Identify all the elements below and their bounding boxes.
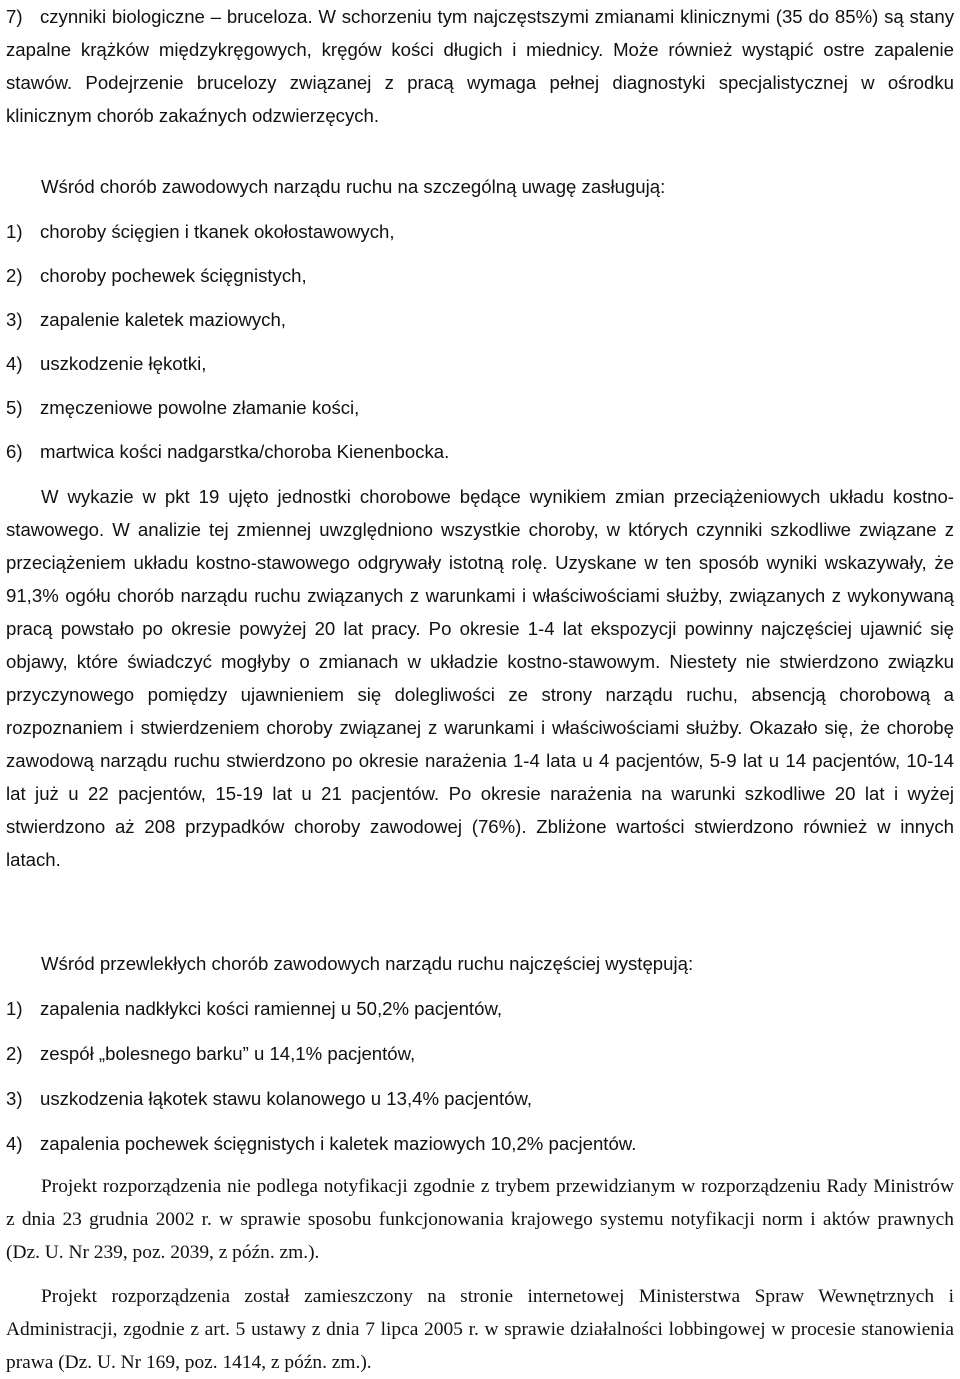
intro-list-item: [6, 0, 954, 132]
list-item-text: choroby pochewek ścięgnistych,: [40, 265, 307, 286]
notification-paragraph: Projekt rozporządzenia nie podlega notyfikacji zgodnie z trybem przewidzianym w rozporządzeniu Rady Ministrów z dnia 23 grudnia 2002 r. w sprawie sposobu funkcjonowania krajowego systemu notyfikacji norm i aktów prawnych (Dz. U. Nr 239, poz. 2039, z późn. zm.).: [6, 1176, 954, 1263]
section2-lead: Wśród przewlekłych chorób zawodowych narządu ruchu najczęściej występują:: [41, 953, 694, 974]
list-item-number: 2): [6, 265, 23, 286]
list-item-number: 5): [6, 397, 23, 418]
intro-item-number: 7): [6, 6, 23, 27]
list-item-text: zapalenie kaletek maziowych,: [40, 309, 286, 330]
list-item-number: 3): [6, 1088, 23, 1109]
list-item-text: choroby ścięgien i tkanek okołostawowych,: [40, 221, 395, 242]
list-item-text: uszkodzenie łękotki,: [40, 353, 207, 374]
analysis-paragraph: W wykazie w pkt 19 ujęto jednostki chorobowe będące wynikiem zmian przeciążeniowych układu kostno-stawowego. W analizie tej zmiennej uwzględniono wszystkie choroby, w których czynniki szkodliwe związane z przeciążeniem układu kostno-stawowego odgrywały istotną rolę. Uzyskane w ten sposób wyniki wskazywały, że 91,3% ogółu chorób narządu ruchu związanych z warunkami i właściwościami służby, związanych z wykonywaną pracą powstało po okresie powyżej 20 lat pracy. Po okresie 1-4 lat ekspozycji powinny najczęściej ujawnić się objawy, które świadczyć mogłyby o zmianach w układzie kostno-stawowym. Niestety nie stwierdzono związku przyczynowego pomiędzy ujawnieniem się dolegliwości ze strony narządu ruchu, absencją chorobową a rozpoznaniem i stwierdzeniem choroby związanej z warunkami i właściwościami służby. Okazało się, że chorobę zawodową narządu ruchu stwierdzono po okresie narażenia 1-4 lata u 4 pacjentów, 5-9 lat u 14 pacjentów, 10-14 lat już u 22 pacjentów, 15-19 lat u 21 pacjentów. Po okresie narażenia na warunki szkodliwe 20 lat i wyżej stwierdzono aż 208 przypadków choroby zawodowej (76%). Zbliżone wartości stwierdzono również w innych latach.: [6, 486, 954, 870]
intro-item-text: czynniki biologiczne – bruceloza. W schorzeniu tym najczęstszymi zmianami klinicznymi (35 do 85%) są stany zapalne krążków międzykręgowych, kręgów kości długich i miednicy. Może również wystąpić ostre zapalenie stawów. Podejrzenie brucelozy związanej z pracą wymaga pełnej diagnostyki specjalistycznej w ośrodku klinicznym chorób zakaźnych odzwierzęcych.: [6, 6, 954, 126]
list-item-text: uszkodzenia łąkotek stawu kolanowego u 13,4% pacjentów,: [40, 1088, 533, 1109]
list-item-text: zapalenia nadkłykci kości ramiennej u 50,2% pacjentów,: [40, 998, 503, 1019]
section1-list-item: [6, 435, 954, 468]
list-item-text: zespół „bolesnego barku” u 14,1% pacjentów,: [40, 1043, 416, 1064]
section1-list-item: [6, 259, 954, 292]
list-item-number: 1): [6, 221, 23, 242]
section1-list-item: [6, 391, 954, 424]
list-item-number: 4): [6, 1133, 23, 1154]
list-item-text: zapalenia pochewek ścięgnistych i kaletek maziowych 10,2% pacjentów.: [40, 1133, 637, 1154]
section2-list-item: [6, 1082, 954, 1115]
list-item-text: zmęczeniowe powolne złamanie kości,: [40, 397, 360, 418]
lobbying-paragraph: Projekt rozporządzenia został zamieszczony na stronie internetowej Ministerstwa Spraw Wewnętrznych i Administracji, zgodnie z art. 5 ustawy z dnia 7 lipca 2005 r. w sprawie działalności lobbingowej w procesie stanowienia prawa (Dz. U. Nr 169, poz. 1414, z późn. zm.).: [6, 1286, 954, 1373]
list-item-number: 3): [6, 309, 23, 330]
section1-list-item: [6, 215, 954, 248]
section2-list-item: [6, 1037, 954, 1070]
section1-list-item: [6, 303, 954, 336]
section2-list-item: [6, 992, 954, 1025]
list-item-number: 4): [6, 353, 23, 374]
list-item-number: 2): [6, 1043, 23, 1064]
list-item-text: martwica kości nadgarstka/choroba Kienenbocka.: [40, 441, 450, 462]
section2-list-item: [6, 1127, 954, 1160]
section1-lead: Wśród chorób zawodowych narządu ruchu na szczególną uwagę zasługują:: [41, 176, 666, 197]
list-item-number: 1): [6, 998, 23, 1019]
section1-list-item: [6, 347, 954, 380]
list-item-number: 6): [6, 441, 23, 462]
